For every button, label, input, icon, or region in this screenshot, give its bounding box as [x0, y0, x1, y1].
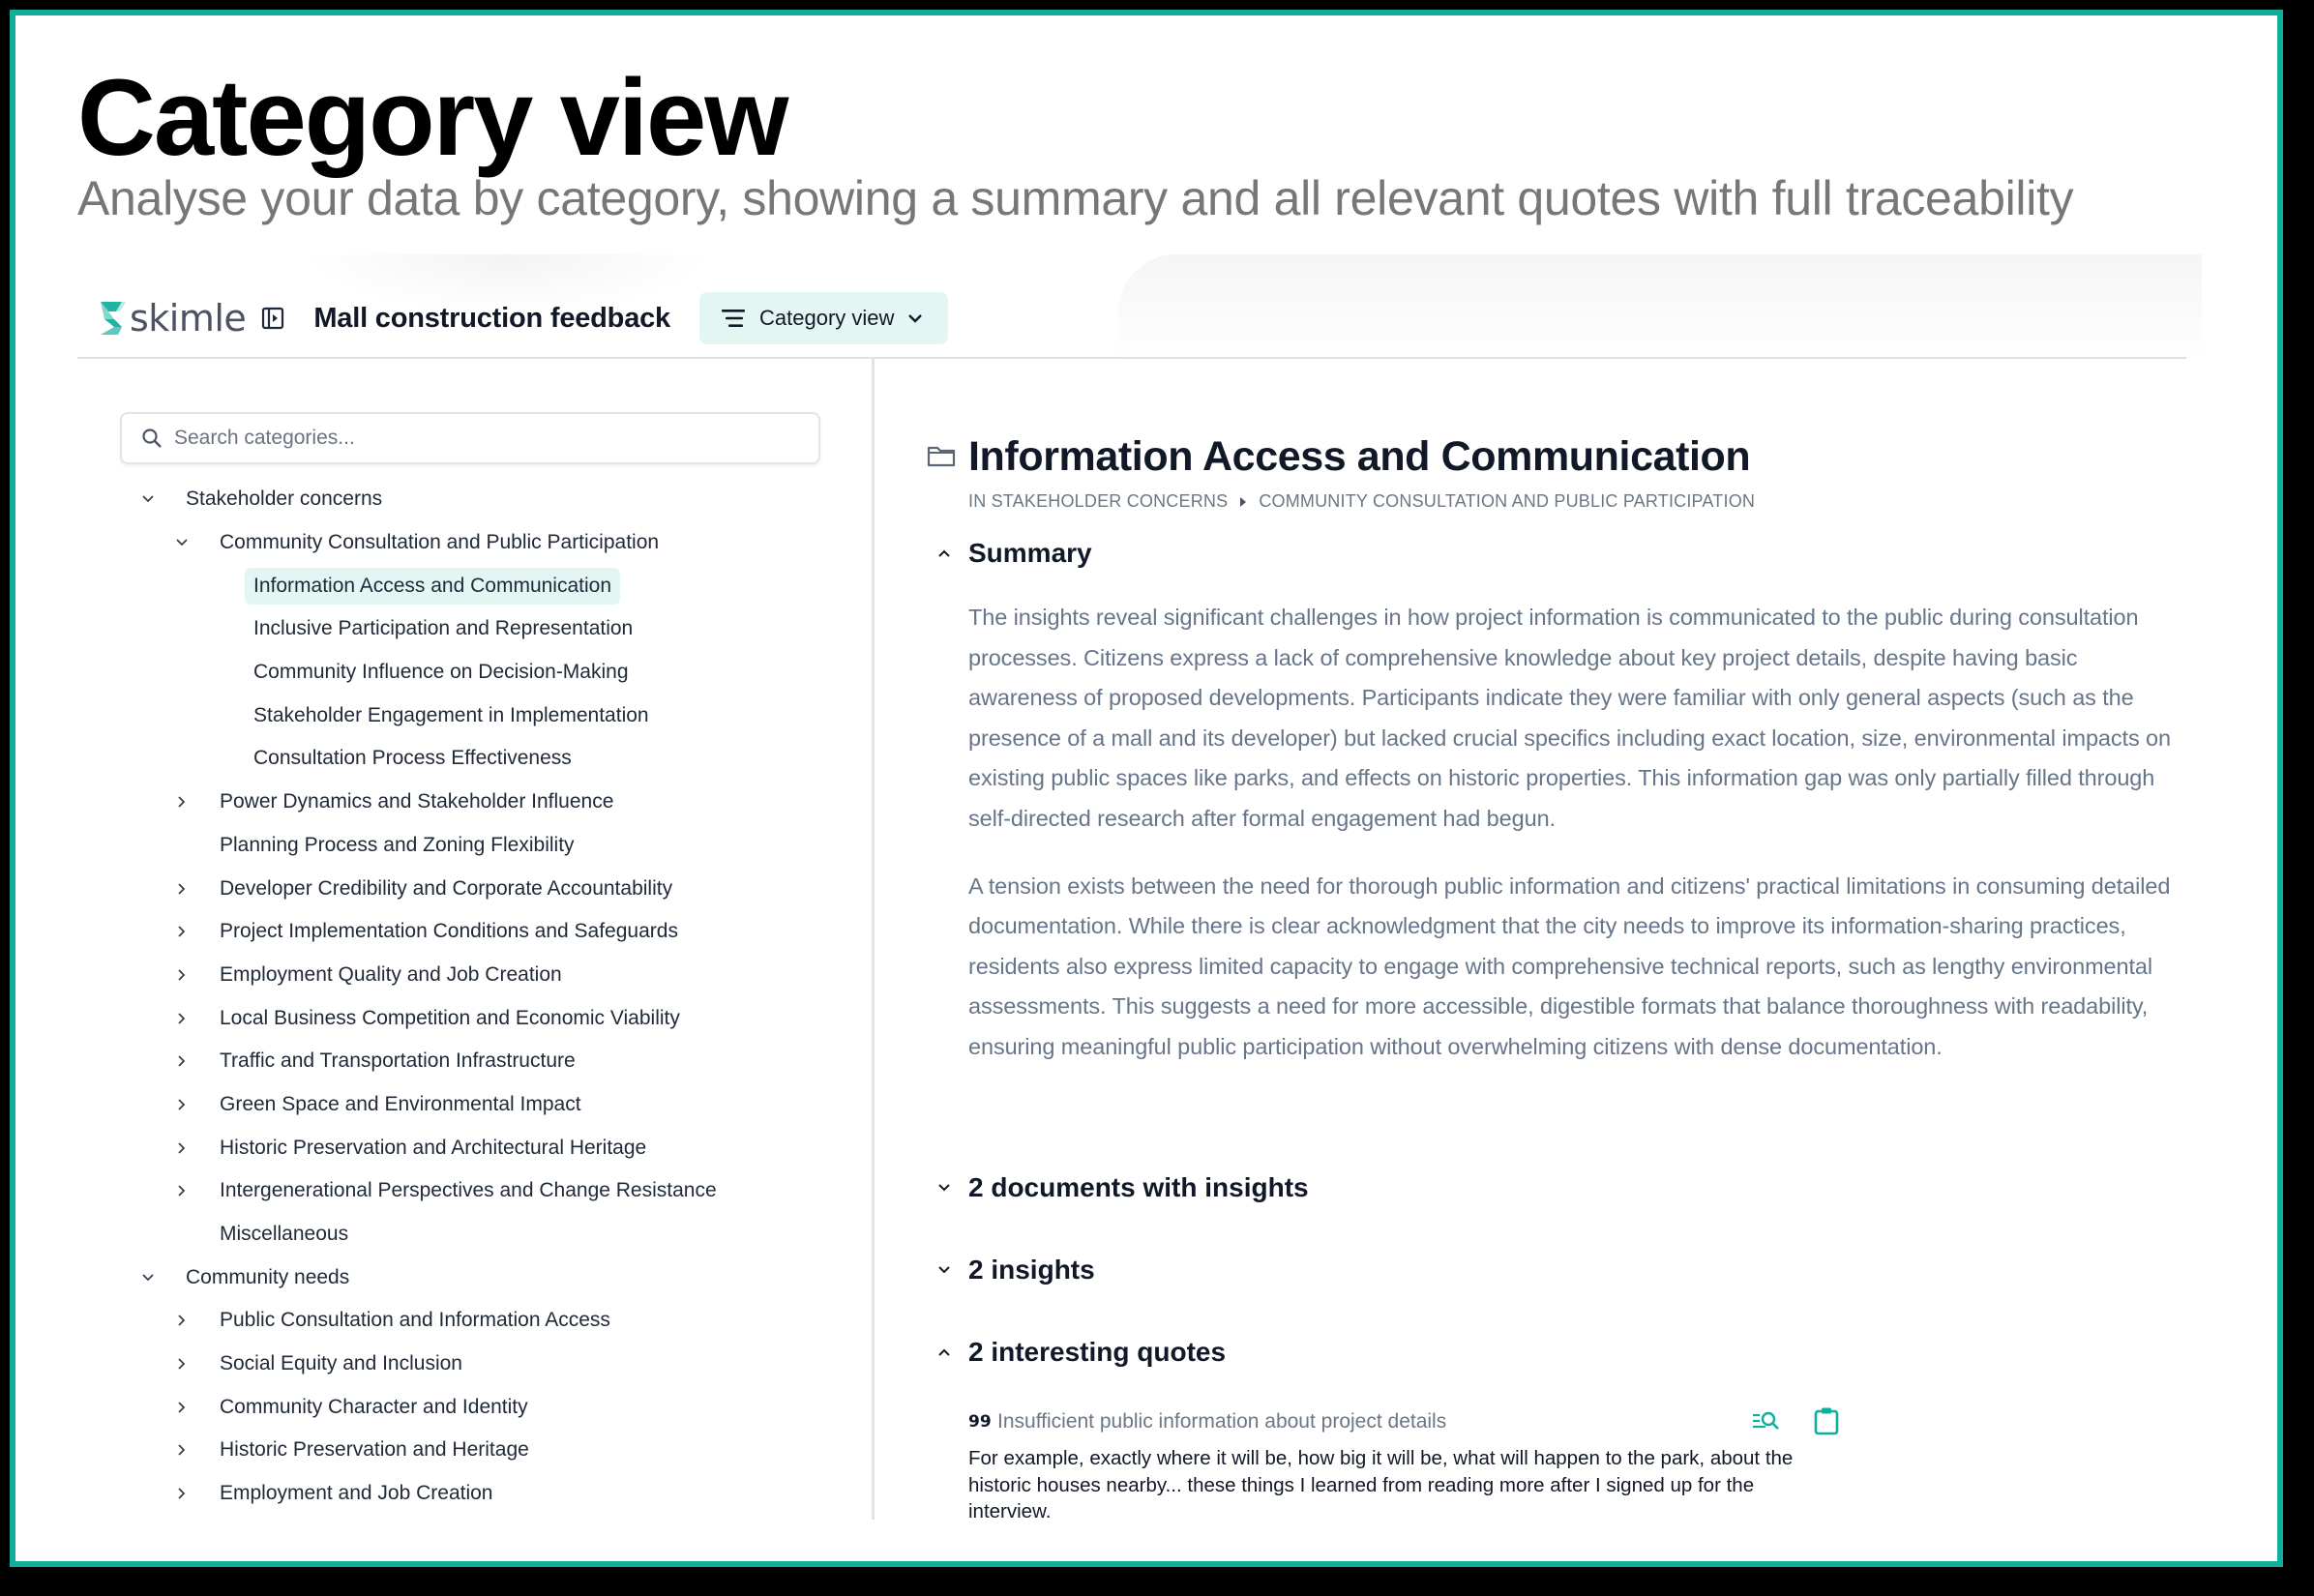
tree-item-label: Intergenerational Perspectives and Change Resistance	[220, 1179, 717, 1202]
summary-text	[968, 598, 2187, 1068]
tree-item[interactable]	[120, 1299, 865, 1343]
tree-item-label: Green Space and Environmental Impact	[220, 1092, 581, 1115]
chevron-right-icon[interactable]	[175, 1443, 189, 1457]
tree-item-label: Historic Preservation and Heritage	[220, 1438, 529, 1462]
tree-item-label: Social Equity and Inclusion	[220, 1352, 462, 1375]
chevron-down-icon[interactable]	[141, 1271, 155, 1285]
clipboard-icon[interactable]	[1814, 1406, 1839, 1435]
tree-item-label: Employment and Job Creation	[220, 1482, 493, 1505]
chevron-right-icon[interactable]	[175, 1314, 189, 1327]
chevron-down-icon	[907, 312, 923, 324]
caret-right-icon	[1239, 496, 1247, 508]
hero-title: Category view	[77, 57, 787, 178]
view-selector-button[interactable]	[699, 292, 948, 344]
panel-divider[interactable]	[872, 359, 875, 1520]
tree-item[interactable]	[120, 996, 865, 1040]
tree-item[interactable]	[120, 478, 865, 521]
summary-toggle[interactable]	[934, 538, 1092, 569]
view-source-icon[interactable]	[1752, 1410, 1781, 1432]
quote-title: Insufficient public information about project details	[997, 1410, 1447, 1433]
summary-label: Summary	[968, 538, 1092, 568]
chevron-right-icon[interactable]	[175, 1357, 189, 1371]
tree-item[interactable]	[120, 954, 865, 997]
tree-item[interactable]	[120, 1040, 865, 1083]
insights-section-toggle[interactable]	[934, 1255, 1095, 1286]
section-label: 2 documents with insights	[968, 1172, 1309, 1202]
breadcrumb-item[interactable]: COMMUNITY CONSULTATION AND PUBLIC PARTICIPATION	[1259, 491, 1756, 511]
tree-item-label: Consultation Process Effectiveness	[253, 747, 572, 770]
tree-item[interactable]	[120, 521, 865, 565]
tree-item[interactable]	[120, 1169, 865, 1213]
breadcrumb-item[interactable]: IN STAKEHOLDER CONCERNS	[968, 491, 1229, 511]
quote-mark-icon: 99	[968, 1412, 992, 1432]
folder-icon	[927, 445, 956, 468]
tree-item[interactable]	[120, 910, 865, 954]
documents-section-toggle[interactable]	[934, 1172, 1309, 1203]
chevron-right-icon[interactable]	[175, 925, 189, 938]
tree-item[interactable]	[120, 737, 865, 781]
tree-item-label: Community Consultation and Public Participation	[220, 531, 660, 554]
tree-item-label: Power Dynamics and Stakeholder Influence	[220, 790, 614, 813]
tree-item-label: Local Business Competition and Economic Viability	[220, 1006, 680, 1029]
tree-item-label: Project Implementation Conditions and Safeguards	[220, 920, 678, 943]
tree-item-label: Community Character and Identity	[220, 1395, 528, 1418]
chevron-down-icon[interactable]	[175, 536, 189, 549]
tree-item[interactable]	[120, 781, 865, 824]
search-icon	[141, 428, 163, 449]
chevron-right-icon[interactable]	[175, 1184, 189, 1197]
tree-item[interactable]	[120, 607, 865, 651]
section-label: 2 insights	[968, 1255, 1095, 1285]
summary-paragraph: The insights reveal significant challenges in how project information is communicated to the public during consultation processes. Citizens express a lack of comprehensive knowledge about key project details, despite having basic awareness of proposed developments. Participants indicate they were familiar with only general aspects (such as the presence of a mall and its developer) but lacked crucial specifics including exact location, size, environmental impacts on existing public spaces like parks, and effects on historic properties. This information gap was only partially filled through self-directed research after formal engagement had begun.	[968, 605, 2171, 831]
quote-text: For example, exactly where it will be, how big it will be, what will happen to the park, about the historic houses nearby... these things I learned from reading more after I signed up for the interview.	[968, 1447, 1794, 1522]
chevron-right-icon[interactable]	[175, 1012, 189, 1025]
chevron-up-icon	[934, 1347, 954, 1357]
chevron-right-icon[interactable]	[175, 1054, 189, 1068]
chevron-down-icon	[934, 1183, 954, 1193]
search-input[interactable]	[174, 427, 755, 450]
tree-item[interactable]	[120, 564, 865, 607]
tree-item[interactable]	[120, 1385, 865, 1429]
tree-item[interactable]	[120, 1343, 865, 1386]
logo-text: skimle	[130, 297, 247, 340]
tree-item[interactable]	[120, 651, 865, 695]
tree-item[interactable]	[120, 1256, 865, 1299]
tree-item[interactable]	[120, 867, 865, 910]
tree-item-label: Miscellaneous	[220, 1223, 349, 1246]
tree-item-label: Stakeholder concerns	[186, 488, 383, 511]
chevron-right-icon[interactable]	[175, 1141, 189, 1155]
chevron-up-icon	[934, 548, 954, 558]
quote-card	[968, 1406, 1839, 1525]
tree-item-label: Community needs	[186, 1265, 350, 1288]
category-title: Information Access and Communication	[968, 433, 1751, 480]
project-title: Mall construction feedback	[313, 302, 670, 334]
chevron-right-icon[interactable]	[175, 968, 189, 982]
page-frame	[10, 10, 2283, 1567]
tree-item[interactable]	[120, 694, 865, 737]
tree-item[interactable]	[120, 1083, 865, 1127]
chevron-right-icon[interactable]	[175, 1098, 189, 1111]
chevron-down-icon	[934, 1265, 954, 1275]
chevron-right-icon[interactable]	[175, 795, 189, 809]
tree-item-label: Information Access and Communication	[245, 568, 620, 605]
tree-item[interactable]	[120, 1213, 865, 1256]
tree-item-label: Inclusive Participation and Representation	[253, 617, 634, 640]
list-filter-icon	[721, 308, 746, 329]
tree-item-label: Public Consultation and Information Access	[220, 1309, 610, 1332]
tree-item[interactable]	[120, 1126, 865, 1169]
hero-subtitle: Analyse your data by category, showing a summary and all relevant quotes with full traceability	[77, 171, 2074, 225]
app-header	[77, 278, 2186, 359]
tree-item[interactable]	[120, 1429, 865, 1472]
category-tree	[120, 478, 865, 1516]
tree-item[interactable]	[120, 824, 865, 868]
header-divider	[77, 357, 2186, 359]
chevron-down-icon[interactable]	[141, 492, 155, 506]
tree-item-label: Historic Preservation and Architectural Heritage	[220, 1136, 647, 1159]
sidebar-toggle-icon[interactable]	[261, 307, 284, 330]
tree-item-label: Planning Process and Zoning Flexibility	[220, 833, 575, 856]
skimle-logo-icon	[97, 300, 126, 337]
view-selector-label: Category view	[759, 306, 895, 330]
breadcrumb	[968, 491, 1755, 512]
chevron-right-icon[interactable]	[175, 882, 189, 896]
chevron-right-icon[interactable]	[175, 1401, 189, 1414]
tree-item-label: Employment Quality and Job Creation	[220, 962, 562, 986]
tree-item-label: Developer Credibility and Corporate Accountability	[220, 876, 673, 900]
tree-item[interactable]	[120, 1472, 865, 1516]
skimle-logo[interactable]	[97, 297, 284, 340]
category-search[interactable]	[120, 412, 820, 464]
tree-item-label: Stakeholder Engagement in Implementation	[253, 703, 649, 726]
section-label: 2 interesting quotes	[968, 1337, 1227, 1367]
tree-item-label: Traffic and Transportation Infrastructure	[220, 1049, 576, 1073]
tree-item-label: Community Influence on Decision-Making	[253, 661, 629, 684]
summary-paragraph: A tension exists between the need for thorough public information and citizens' practical limitations in consuming detailed documentation. While there is clear acknowledgment that the city needs to improve its information-sharing practices, residents also express limited capacity to engage with comprehensive technical reports, such as lengthy environmental assessments. This suggests a need for more accessible, digestible formats that balance thoroughness with readability, ensuring meaningful public participation without overwhelming citizens with dense documentation.	[968, 872, 2171, 1059]
chevron-right-icon[interactable]	[175, 1487, 189, 1500]
quotes-section-toggle[interactable]	[934, 1337, 1226, 1368]
